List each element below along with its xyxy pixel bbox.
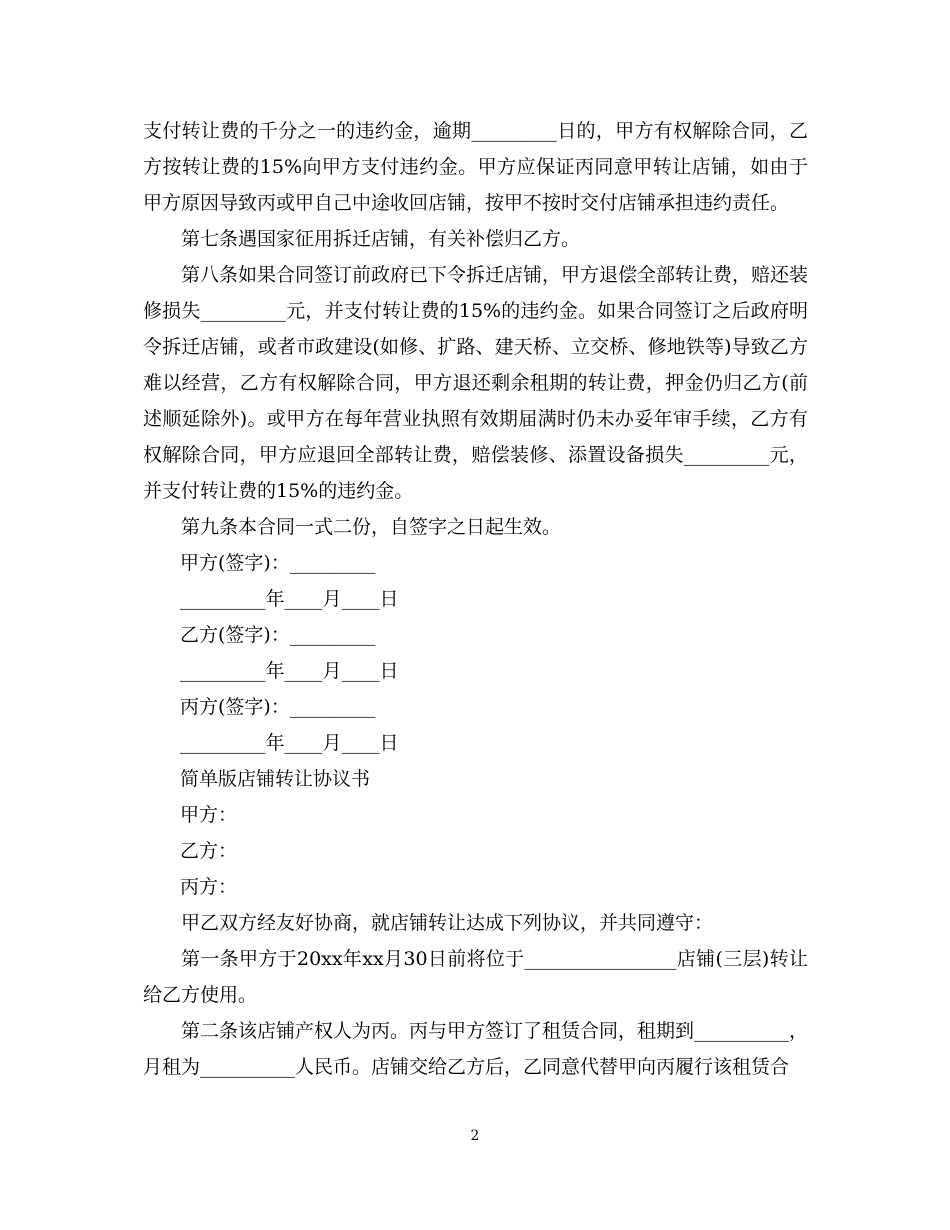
paragraph-text: 第八条如果合同签订前政府已下令拆迁店铺，甲方退偿全部转让费，赔还装修损失_________元，并支付转让费的15%的违约金。如果合同签订之后政府明令拆迁店铺，或者市政建设(如修、扩路、建天桥、立交桥、修地铁等)导致乙方难以经营，乙方有权解除合同，甲方退还剩余租期的转让费，押金仍归乙方(前述顺延除外)。或甲方在每年营业执照有效期届满时仍未办妥年审手续，乙方有权解除合同，甲方应退回全部转让费，赔偿装修、添置设备损失_________元，并支付转让费的15%的违约金。: [143, 264, 809, 502]
party-c-label: 丙方：: [180, 876, 238, 898]
page-number: 2: [470, 1128, 480, 1144]
paragraph-article-8: [143, 257, 808, 509]
section-title: 简单版店铺转让协议书: [180, 768, 371, 790]
paragraph-text: 支付转让费的千分之一的违约金，逾期_________日的，甲方有权解除合同，乙方按转让费的15%向甲方支付违约金。甲方应保证丙同意甲转让店铺，如由于甲方原因导致丙或甲自己中途收回店铺，按甲不按时交付店铺承担违约责任。: [143, 120, 808, 214]
paragraph-article-7: [143, 221, 808, 257]
paragraph-text: 第七条遇国家征用拆迁店铺，有关补偿归乙方。: [181, 228, 581, 250]
paragraph-article-1: [143, 941, 808, 1013]
date-line-a: _________年____月____日: [180, 588, 399, 610]
signature-party-a: 甲方(签字)：_________: [180, 552, 376, 574]
paragraph-text: 甲乙双方经友好协商，就店铺转让达成下列协议，并共同遵守：: [181, 912, 714, 934]
signature-party-c: 丙方(签字)：_________: [180, 696, 376, 718]
paragraph-article-9: [143, 509, 808, 545]
paragraph-article-2: [143, 1013, 808, 1085]
date-line-c: _________年____月____日: [180, 732, 399, 754]
paragraph-text: 第九条本合同一式二份，自签字之日起生效。: [181, 516, 562, 538]
party-b-label: 乙方：: [180, 840, 238, 862]
paragraph-text: 第二条该店铺产权人为丙。丙与甲方签订了租赁合同，租期到__________，月租为__________人民币。店铺交给乙方后，乙同意代替甲向丙履行该租赁合: [143, 1020, 809, 1078]
signature-party-b: 乙方(签字)：_________: [180, 624, 376, 646]
paragraph-text: 第一条甲方于20xx年xx月30日前将位于________________店铺(三层)转让给乙方使用。: [143, 948, 808, 1006]
paragraph-breach-terms: [143, 113, 808, 221]
date-line-b: _________年____月____日: [180, 660, 399, 682]
party-a-label: 甲方：: [180, 804, 238, 826]
paragraph-preamble: [143, 905, 808, 941]
